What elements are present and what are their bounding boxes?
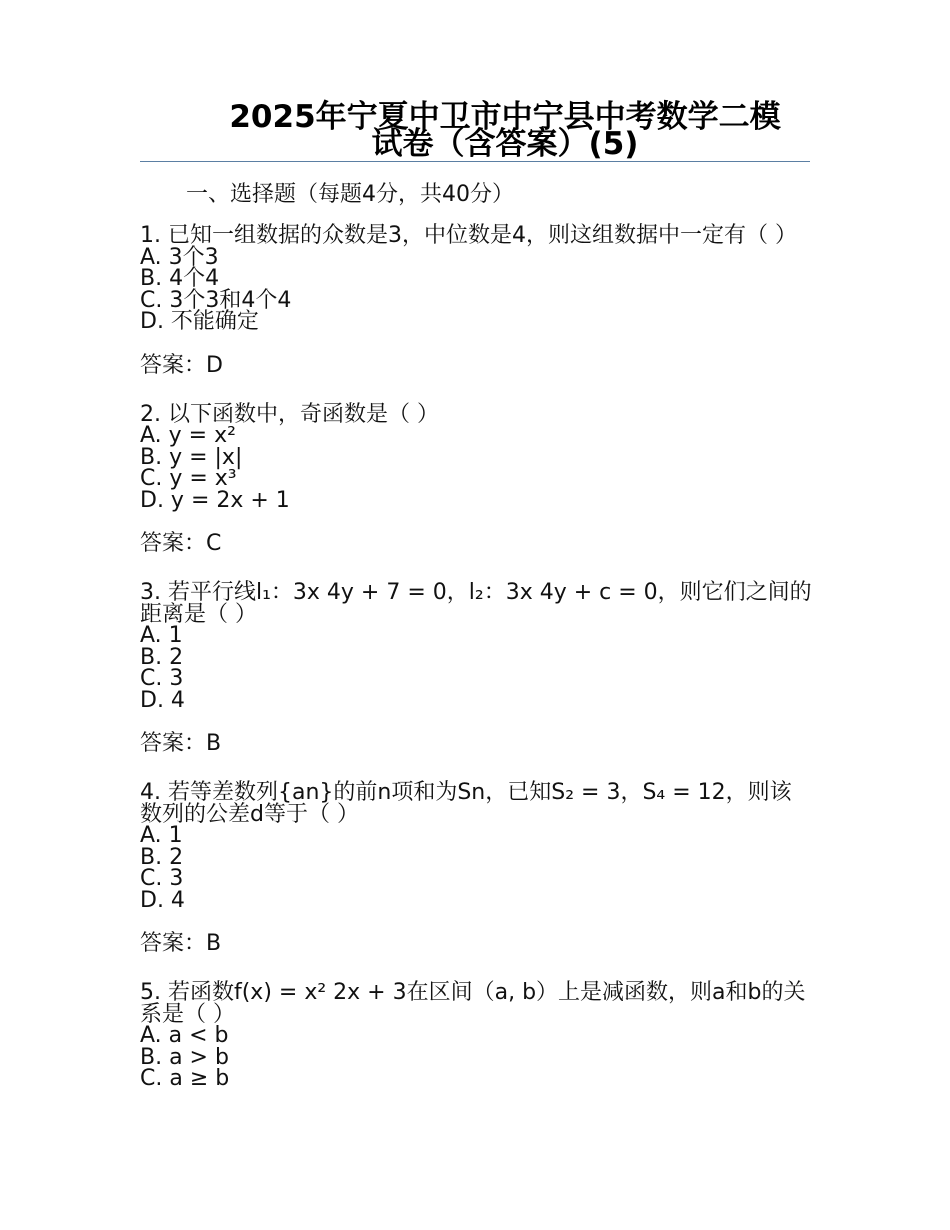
- answer: 答案：D: [140, 352, 223, 378]
- question-stem: 1. 已知一组数据的众数是3，中位数是4，则这组数据中一定有（ ）: [140, 223, 797, 248]
- option-b: B. 2: [140, 644, 184, 670]
- question-stem: 2. 以下函数中，奇函数是（ ）: [140, 401, 439, 427]
- option-c: C. 3: [140, 866, 184, 891]
- question-stem: 3. 若平行线l₁：3x 4y + 7 = 0，l₂：3x 4y + c = 0，则它们之间的距离是（ ）: [140, 580, 812, 627]
- answer: 答案：B: [140, 931, 222, 956]
- option-c: C. a ≥ b: [140, 1066, 230, 1091]
- option-d: D. 不能确定: [140, 309, 259, 334]
- document-title: [140, 99, 810, 162]
- option-d: D. y = 2x + 1: [140, 487, 290, 513]
- option-b: B. a > b: [140, 1044, 229, 1070]
- title-line-1: 2025年宁夏中卫市中宁县中考数学二模: [229, 99, 781, 135]
- option-c: C. y = x³: [140, 466, 237, 491]
- question-stem: 4. 若等差数列{an}的前n项和为Sn，已知S₂ = 3，S₄ = 12，则该数列的公差d等于（ ）: [140, 780, 792, 827]
- question-stem: 5. 若函数f(x) = x² 2x + 3在区间（a, b）上是减函数，则a和b的关系是（ ）: [140, 980, 806, 1027]
- question-4: [140, 780, 812, 959]
- option-a: A. a < b: [140, 1023, 229, 1048]
- answer: 答案：B: [140, 731, 222, 756]
- option-a: A. 1: [140, 623, 183, 648]
- question-3: [140, 580, 812, 759]
- option-d: D. 4: [140, 887, 185, 913]
- question-list: [140, 223, 812, 1111]
- option-a: A. y = x²: [140, 423, 236, 448]
- option-c: C. 3: [140, 666, 184, 691]
- option-c: C. 3个3和4个4: [140, 287, 292, 313]
- title-divider: [140, 161, 810, 162]
- option-b: B. y = |x|: [140, 444, 243, 470]
- option-d: D. 4: [140, 687, 185, 713]
- question-1: [140, 223, 812, 381]
- option-b: B. 2: [140, 844, 184, 870]
- option-a: A. 1: [140, 823, 183, 848]
- option-a: A. 3个3: [140, 244, 219, 270]
- title-line-2: 试卷（含答案）(5): [371, 126, 639, 162]
- answer: 答案：C: [140, 531, 222, 556]
- section-heading: 一、选择题（每题4分，共40分）: [186, 182, 514, 207]
- option-b: B. 4个4: [140, 266, 220, 291]
- question-5: [140, 980, 812, 1090]
- question-2: [140, 402, 812, 560]
